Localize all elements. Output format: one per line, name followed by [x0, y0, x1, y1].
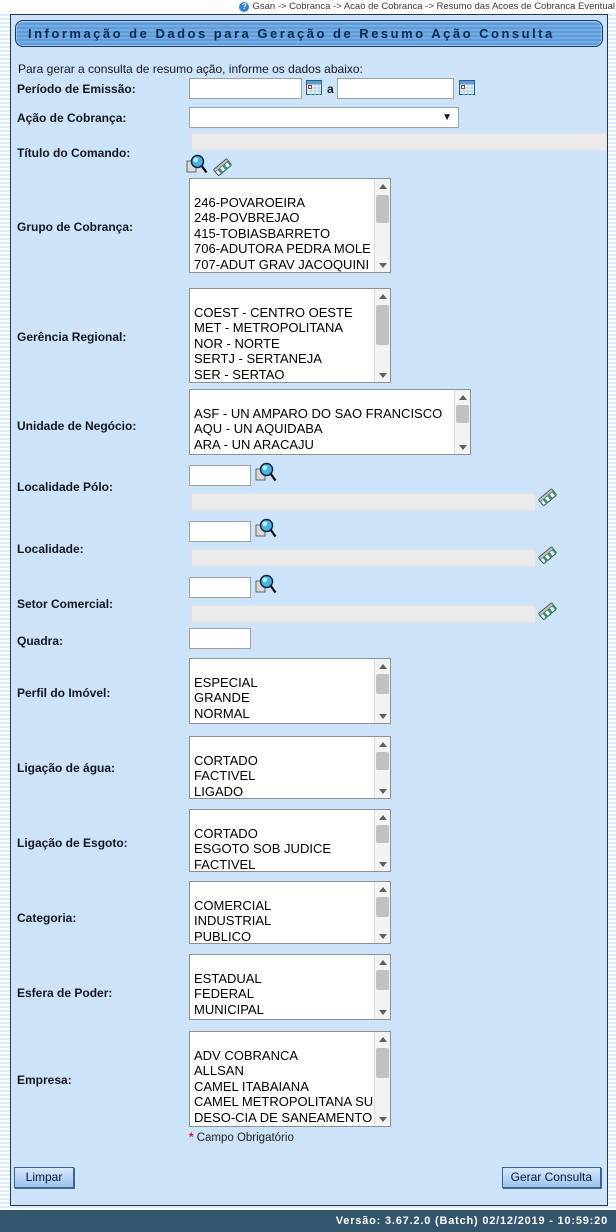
scroll-down-icon[interactable]: [375, 709, 391, 723]
empresa-listbox[interactable]: [189, 1031, 391, 1127]
list-option[interactable]: ADV COBRANCA: [194, 1047, 299, 1063]
list-option[interactable]: NORMAL: [194, 705, 250, 721]
scrollbar[interactable]: [374, 1032, 390, 1126]
gerencia-regional-listbox[interactable]: [189, 288, 391, 383]
unidade-negocio-listbox[interactable]: [189, 389, 471, 455]
list-option[interactable]: DESO-CIA DE SANEAMENTO: [194, 1109, 373, 1125]
calendar-icon[interactable]: [459, 80, 475, 95]
ligacao-agua-label: Ligação de água:: [17, 761, 116, 775]
scroll-down-icon[interactable]: [375, 784, 391, 798]
list-option[interactable]: GRANDE: [194, 690, 250, 705]
perfil-imovel-label: Perfil do Imóvel:: [17, 686, 111, 700]
list-option[interactable]: ALLSAN: [194, 1063, 244, 1078]
periodo-emissao-label: Período de Emissão:: [17, 82, 136, 96]
list-option[interactable]: [190, 955, 373, 971]
acao-cobranca-select[interactable]: [189, 107, 459, 128]
breadcrumb: [0, 0, 616, 13]
list-option[interactable]: [190, 179, 373, 195]
scroll-up-icon[interactable]: [375, 659, 391, 673]
generate-query-button[interactable]: Gerar Consulta: [502, 1167, 601, 1188]
list-option[interactable]: ESPECIAL: [194, 674, 258, 690]
search-icon[interactable]: [255, 518, 277, 539]
search-icon[interactable]: [186, 154, 208, 175]
chevron-down-icon: ▼: [442, 112, 452, 123]
page-title: [15, 20, 603, 47]
list-option[interactable]: PUBLICO: [194, 928, 252, 944]
list-option[interactable]: [190, 1032, 373, 1048]
list-option[interactable]: LIGADO: [194, 783, 244, 799]
list-option[interactable]: CORTADO: [194, 752, 258, 768]
periodo-emissao-from-input[interactable]: [189, 78, 302, 99]
list-option[interactable]: [190, 737, 373, 753]
empresa-label: Empresa:: [17, 1073, 72, 1087]
quadra-label: Quadra:: [17, 634, 64, 648]
eraser-icon[interactable]: [538, 543, 560, 565]
list-option[interactable]: SER - SERTAO: [194, 366, 285, 382]
setor-comercial-label: Setor Comercial:: [17, 597, 114, 611]
list-option[interactable]: INDUSTRIAL: [194, 913, 272, 928]
list-option[interactable]: CAMEL METROPOLITANA SU: [194, 1094, 373, 1109]
periodo-emissao-to-input[interactable]: [337, 78, 454, 99]
localidade-polo-label: Localidade Pólo:: [17, 480, 114, 494]
list-option[interactable]: FEDERAL: [194, 986, 254, 1001]
scrollbar[interactable]: [374, 289, 390, 382]
list-option[interactable]: [190, 659, 373, 675]
scroll-down-icon[interactable]: [375, 929, 391, 943]
scroll-down-icon[interactable]: [375, 1005, 391, 1019]
list-option[interactable]: [190, 289, 373, 305]
localidade-readonly: [191, 549, 536, 567]
eraser-icon[interactable]: [538, 599, 560, 621]
scrollbar[interactable]: [374, 737, 390, 798]
esfera-poder-label: Esfera de Poder:: [17, 986, 113, 1000]
list-option[interactable]: ESGOTO SOB JUDICE: [194, 841, 332, 856]
scroll-up-icon[interactable]: [375, 882, 391, 896]
setor-comercial-input[interactable]: [189, 577, 251, 598]
list-option[interactable]: MET - METROPOLITANA: [194, 320, 344, 335]
scroll-up-icon[interactable]: [375, 810, 391, 824]
ligacao-esgoto-label: Ligação de Esgoto:: [17, 836, 128, 850]
grupo-cobranca-listbox[interactable]: [189, 178, 391, 273]
scrollbar[interactable]: [374, 810, 390, 871]
list-option[interactable]: MUNICIPAL: [194, 1001, 264, 1017]
list-option[interactable]: SERTJ - SERTANEJA: [194, 351, 322, 366]
scrollbar[interactable]: [374, 882, 390, 943]
scrollbar-thumb[interactable]: [376, 305, 389, 345]
scrollbar-thumb[interactable]: [376, 752, 389, 770]
scrollbar-thumb[interactable]: [376, 1048, 389, 1078]
list-option[interactable]: 706-ADUTORA PEDRA MOLE: [194, 241, 371, 256]
scroll-up-icon[interactable]: [375, 179, 391, 193]
scroll-down-icon[interactable]: [375, 857, 391, 871]
list-option[interactable]: 707-ADUT GRAV JACOQUINI: [194, 256, 370, 272]
scrollbar-thumb[interactable]: [376, 674, 389, 694]
intro-text: Para gerar a consulta de resumo ação, informe os dados abaixo:: [18, 62, 363, 76]
localidade-input[interactable]: [189, 521, 251, 542]
esfera-poder-listbox[interactable]: [189, 954, 391, 1020]
search-icon[interactable]: [255, 574, 277, 595]
list-option[interactable]: NOR - NORTE: [194, 335, 280, 351]
list-option[interactable]: [190, 882, 373, 898]
list-option[interactable]: 248-POVBREJAO: [194, 210, 300, 225]
ligacao-esgoto-listbox[interactable]: [189, 809, 391, 872]
search-icon[interactable]: [255, 462, 277, 483]
scrollbar[interactable]: [374, 955, 390, 1019]
scroll-down-icon[interactable]: [375, 1112, 391, 1126]
scroll-down-icon[interactable]: [375, 258, 391, 272]
scroll-up-icon[interactable]: [375, 955, 391, 969]
scrollbar[interactable]: [454, 390, 470, 454]
perfil-imovel-listbox[interactable]: [189, 658, 391, 724]
categoria-label: Categoria:: [17, 911, 77, 925]
eraser-icon[interactable]: [538, 485, 560, 507]
scroll-up-icon[interactable]: [455, 390, 471, 404]
list-option[interactable]: COMERCIAL: [194, 897, 272, 913]
scrollbar-thumb[interactable]: [456, 405, 469, 423]
clear-button[interactable]: Limpar: [14, 1167, 74, 1188]
list-option[interactable]: [190, 390, 453, 406]
list-option[interactable]: AQU - UN AQUIDABA: [194, 421, 323, 436]
localidade-polo-readonly: [191, 493, 536, 511]
version-footer: [0, 1210, 616, 1232]
titulo-comando-label: Título do Comando:: [17, 146, 131, 160]
categoria-listbox[interactable]: [189, 881, 391, 944]
eraser-icon[interactable]: [213, 155, 235, 177]
list-option[interactable]: CORTADO: [194, 825, 258, 841]
list-option[interactable]: 415-TOBIASBARRETO: [194, 225, 331, 241]
list-option[interactable]: FACTIVEL: [194, 768, 256, 783]
scrollbar-thumb[interactable]: [376, 825, 389, 843]
ligacao-agua-listbox[interactable]: [189, 736, 391, 799]
list-option[interactable]: ARA - UN ARACAJU: [194, 436, 314, 452]
page-title-text: Informação de Dados para Geração de Resumo Ação Consulta: [28, 26, 555, 41]
list-option[interactable]: ESTADUAL: [194, 970, 262, 986]
required-note-text: Campo Obrigatório: [196, 1132, 294, 1144]
unidade-negocio-label: Unidade de Negócio:: [17, 419, 137, 433]
gerencia-regional-label: Gerência Regional:: [17, 330, 127, 344]
scroll-up-icon[interactable]: [375, 1032, 391, 1046]
scroll-down-icon[interactable]: [455, 440, 471, 454]
periodo-emissao-separator: a: [327, 82, 334, 96]
grupo-cobranca-label: Grupo de Cobrança:: [17, 220, 134, 234]
scroll-up-icon[interactable]: [375, 737, 391, 751]
titulo-comando-readonly: [191, 133, 607, 151]
required-note: [189, 1132, 294, 1144]
required-star: *: [189, 1132, 194, 1144]
scrollbar-thumb[interactable]: [376, 195, 389, 223]
list-option[interactable]: [190, 810, 373, 826]
scrollbar-thumb[interactable]: [376, 897, 389, 917]
help-icon[interactable]: ?: [239, 2, 249, 12]
list-option[interactable]: CAMEL ITABAIANA: [194, 1078, 309, 1094]
localidade-label: Localidade:: [17, 542, 84, 556]
acao-cobranca-label: Ação de Cobrança:: [17, 111, 127, 125]
scroll-down-icon[interactable]: [375, 368, 391, 382]
list-option[interactable]: COEST - CENTRO OESTE: [194, 304, 353, 320]
localidade-polo-input[interactable]: [189, 465, 251, 486]
list-option[interactable]: FACTIVEL: [194, 856, 256, 872]
main-panel: [10, 14, 608, 1206]
list-option[interactable]: 246-POVAROEIRA: [194, 194, 306, 210]
quadra-input[interactable]: [189, 628, 251, 649]
setor-comercial-readonly: [191, 605, 536, 623]
scrollbar[interactable]: [374, 659, 390, 723]
scrollbar-thumb[interactable]: [376, 970, 389, 990]
scroll-up-icon[interactable]: [375, 289, 391, 303]
scrollbar[interactable]: [374, 179, 390, 272]
breadcrumb-text[interactable]: Gsan -> Cobranca -> Acao de Cobranca -> Resumo das Acoes de Cobranca Eventual: [252, 1, 615, 12]
version-text: Versão: 3.67.2.0 (Batch) 02/12/2019 - 10:59:20: [335, 1215, 608, 1227]
calendar-icon[interactable]: [306, 80, 322, 95]
list-option[interactable]: ASF - UN AMPARO DO SAO FRANCISCO: [194, 405, 443, 421]
